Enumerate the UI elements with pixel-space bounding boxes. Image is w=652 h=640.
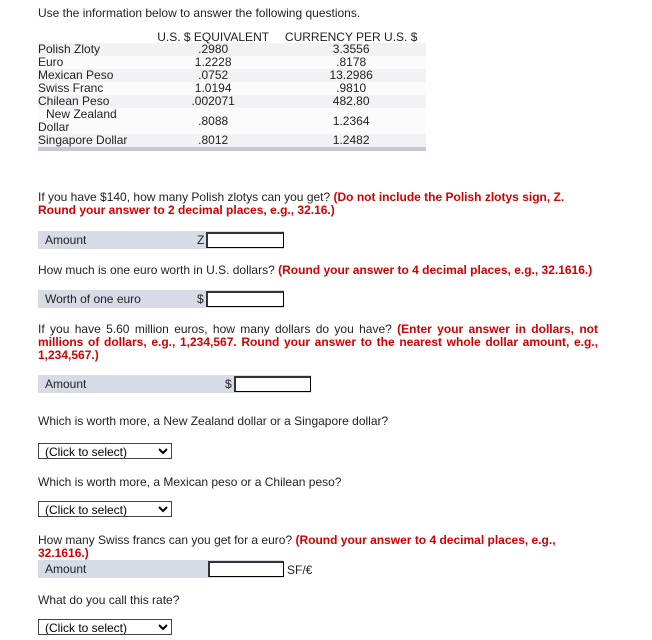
currency-name: Chilean Peso <box>38 94 110 108</box>
question-2-text: How much is one euro worth in U.S. dollars? <box>38 263 275 277</box>
usd-equivalent-cell: 1.0194 <box>194 81 232 95</box>
answer-label: Amount <box>45 562 87 576</box>
dollar-sign: $ <box>225 377 232 391</box>
question-6-text: How many Swiss francs can you get for a euro? <box>38 533 293 547</box>
currency-name-line2: Dollar <box>38 120 70 134</box>
answer-label: Amount <box>45 377 87 391</box>
usd-equivalent-cell: .002071 <box>191 94 235 108</box>
question-3-text: If you have 5.60 million euros, how many dollars do you have? <box>38 322 392 336</box>
currency-name: Polish Zloty <box>38 42 101 56</box>
table-row <box>38 134 426 149</box>
per-usd-cell: .9810 <box>336 81 367 95</box>
question-2 <box>38 264 598 277</box>
zloty-sign: Z <box>197 233 205 247</box>
sf-per-euro-unit: SF/€ <box>287 563 313 577</box>
euro-worth-input[interactable] <box>206 291 284 307</box>
question-1-text: If you have $140, how many Polish zlotys can you get? <box>38 190 331 204</box>
currency-name <box>38 108 150 134</box>
usd-equivalent-cell: .0752 <box>198 68 229 82</box>
header-usd-equivalent: U.S. $ EQUIVALENT <box>157 30 270 44</box>
usd-equivalent-cell: .8012 <box>198 133 229 147</box>
header-per-usd: CURRENCY PER U.S. $ <box>284 30 418 44</box>
usd-equivalent-cell: 1.2228 <box>194 55 232 69</box>
currency-name-line1: New Zealand <box>46 107 117 121</box>
dollars-amount-input[interactable] <box>234 376 311 392</box>
swiss-francs-input[interactable] <box>208 561 284 577</box>
answer-row-swiss-francs <box>38 560 283 578</box>
currency-name: Euro <box>38 55 64 69</box>
answer-row-zlotys <box>38 231 284 249</box>
question-2-instruction: (Round your answer to 4 decimal places, e.g., 32.1616.) <box>278 263 593 277</box>
per-usd-cell: 3.3556 <box>332 42 370 56</box>
answer-row-euro-worth <box>38 290 284 308</box>
currency-name: Singapore Dollar <box>38 133 128 147</box>
zlotys-amount-input[interactable] <box>206 232 284 248</box>
question-5-text: Which is worth more, a Mexican peso or a Chilean peso? <box>38 475 342 489</box>
per-usd-cell: 482.80 <box>332 94 370 108</box>
question-3-instruction: (Enter your answer in dollars, not millions of dollars, e.g., 1,234,567. Round your answer to the nearest whole dollar amount, e.g., 1,234,567.) <box>38 322 598 362</box>
question-1 <box>38 191 598 217</box>
currency-name: Swiss Franc <box>38 81 104 95</box>
table-row <box>38 43 426 56</box>
question-1-instruction: (Do not include the Polish zlotys sign, Z. Round your answer to 2 decimal places, e.g., 32.16.) <box>38 190 565 217</box>
question-7-text: What do you call this rate? <box>38 593 180 607</box>
dollar-sign: $ <box>197 292 204 306</box>
currency-name: Mexican Peso <box>38 68 114 82</box>
answer-label: Amount <box>45 233 87 247</box>
answer-row-dollars <box>38 375 311 393</box>
question-6 <box>38 534 598 560</box>
usd-equivalent-cell: .2980 <box>198 42 229 56</box>
per-usd-cell: 13.2986 <box>329 68 373 82</box>
table-row <box>38 108 426 134</box>
question-4-text: Which is worth more, a New Zealand dollar or a Singapore dollar? <box>38 414 389 428</box>
usd-equivalent-cell: .8088 <box>198 113 229 128</box>
per-usd-cell: 1.2482 <box>332 133 370 147</box>
instructions-text: Use the information below to answer the following questions. <box>38 6 361 20</box>
question-3 <box>38 323 598 362</box>
per-usd-cell: 1.2364 <box>332 113 370 128</box>
question-6-instruction: (Round your answer to 4 decimal places, e.g., 32.1616.) <box>38 533 556 560</box>
peso-comparison-select[interactable] <box>38 501 172 517</box>
nz-vs-singapore-select[interactable] <box>38 443 172 459</box>
answer-label: Worth of one euro <box>45 292 141 306</box>
rate-name-select[interactable] <box>38 619 172 635</box>
exchange-rate-table <box>38 31 426 151</box>
per-usd-cell: .8178 <box>336 55 367 69</box>
